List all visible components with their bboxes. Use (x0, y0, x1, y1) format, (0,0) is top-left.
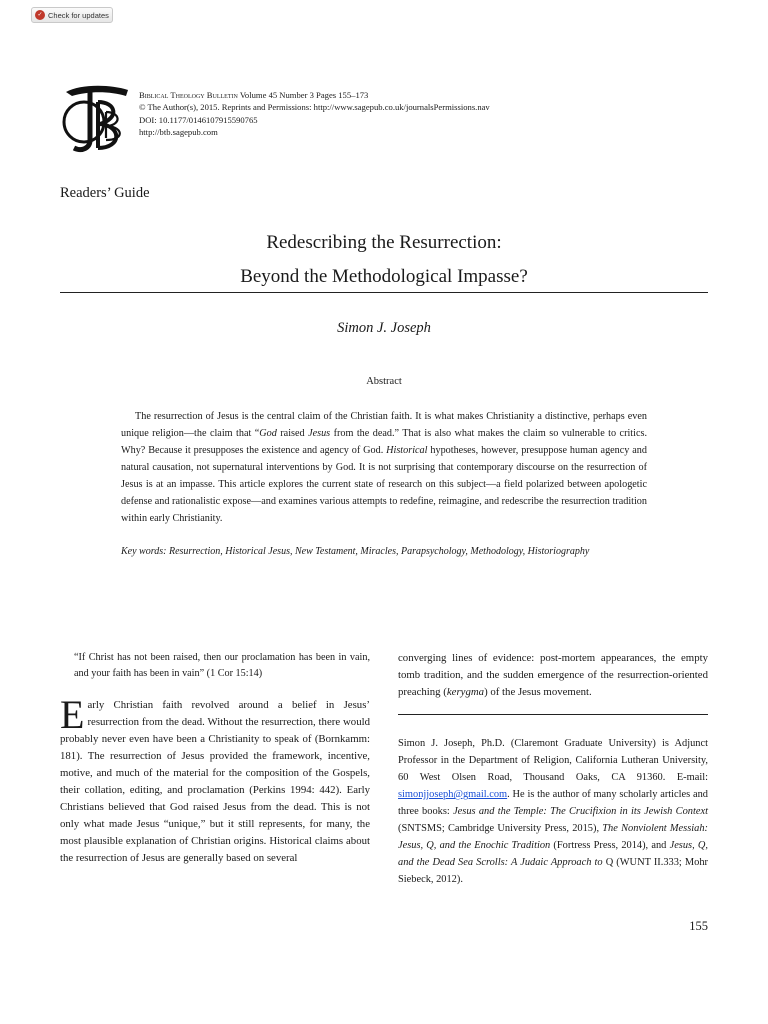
copyright-line: © The Author(s), 2015. Reprints and Permissions: http://www.sagepub.co.uk/journalsPermissions.nav (139, 102, 490, 113)
continuation-paragraph: converging lines of evidence: post-mortem appearances, the empty tomb tradition, and the sudden emergence of the resurrection-oriented preaching (kerygma) of the Jesus movement. (398, 652, 708, 698)
author-bio: Simon J. Joseph, Ph.D. (Claremont Graduate University) is Adjunct Professor in the Department of Religion, California Lutheran University, 60 West Olsen Road, Thousand Oaks, CA 91360. E-mail: simonjjoseph@gmail.com. He is the author of many scholarly articles and three books: Jesus and the Temple: The Crucifixion in its Jewish Context (SNTSMS; Cambridge University Press, 2015), The Nonviolent Messiah: Jesus, Q, and the Enochic Tradition (Fortress Press, 2014), and Jesus, Q, and the Dead Sea Scrolls: A Judaic Approach to Q (WUNT II.333; Mohr Siebeck, 2012). (398, 738, 708, 885)
check-for-updates-label: Check for updates (48, 10, 109, 20)
left-column (60, 650, 370, 867)
journal-name: Biblical Theology Bulletin (139, 90, 238, 100)
author-email-link[interactable]: simonjjoseph@gmail.com (398, 789, 508, 800)
doi-line: DOI: 10.1177/0146107915590765 (139, 114, 258, 125)
section-label: Readers’ Guide (60, 185, 150, 201)
drop-cap: E (60, 692, 85, 738)
check-for-updates-button[interactable] (31, 7, 113, 23)
article-title-line1: Redescribing the Resurrection: (266, 232, 502, 253)
btb-logo (60, 82, 132, 156)
page-number: 155 (689, 919, 708, 933)
crossmark-icon: ✓ (35, 10, 45, 20)
right-column (398, 650, 708, 888)
journal-info (139, 89, 490, 139)
intro-paragraph: Early Christian faith revolved around a belief in Jesus’ resurrection from the dead. Without the resurrection, there would probably never even have been a Christianity to speak of (Bornkamm: 181). The resurrection of Jesus provided the framework, incentive, motive, and much of the material for the composition of the Gospels, their collation, editing, and proclamation (Perkins 1994: 442). Early Christians believed that God raised Jesus from the dead. This is not only what made Jesus “unique,” but it still represents, for many, the most plausible explanation of Christian origins. Historical claims about the resurrection of Jesus are generally based on several (60, 692, 370, 865)
epigraph: “If Christ has not been raised, then our proclamation has been in vain, and your faith has been in vain” (1 Cor 15:14) (74, 652, 370, 679)
title-divider (60, 292, 708, 293)
author-name: Simon J. Joseph (337, 320, 431, 336)
footnote-divider (398, 714, 708, 715)
journal-url: http://btb.sagepub.com (139, 127, 218, 138)
abstract-text: The resurrection of Jesus is the central claim of the Christian faith. It is what makes Christianity a distinctive, perhaps even unique religion—the claim that “God raised Jesus from the dead.” That is also what makes the claim so vulnerable to critics. Why? Because it presupposes the existence and agency of God. Historical hypotheses, however, presuppose human agency and natural causation, not supernatural interventions by God. It is not surprising that contemporary discourse on the resurrection of Jesus is at an impasse. This article explores the current state of research on this subject—a field polarized between apologetic defense and rationalistic expose—and examines various attempts to redefine, reimagine, and redescribe the resurrection tradition within early Christianity. (121, 411, 647, 524)
journal-issue: Volume 45 Number 3 Pages 155–173 (237, 90, 369, 100)
abstract-heading: Abstract (366, 376, 402, 387)
keywords: Key words: Resurrection, Historical Jesus, New Testament, Miracles, Parapsychology, Methodology, Historiography (121, 546, 590, 557)
article-title-line2: Beyond the Methodological Impasse? (240, 266, 528, 287)
